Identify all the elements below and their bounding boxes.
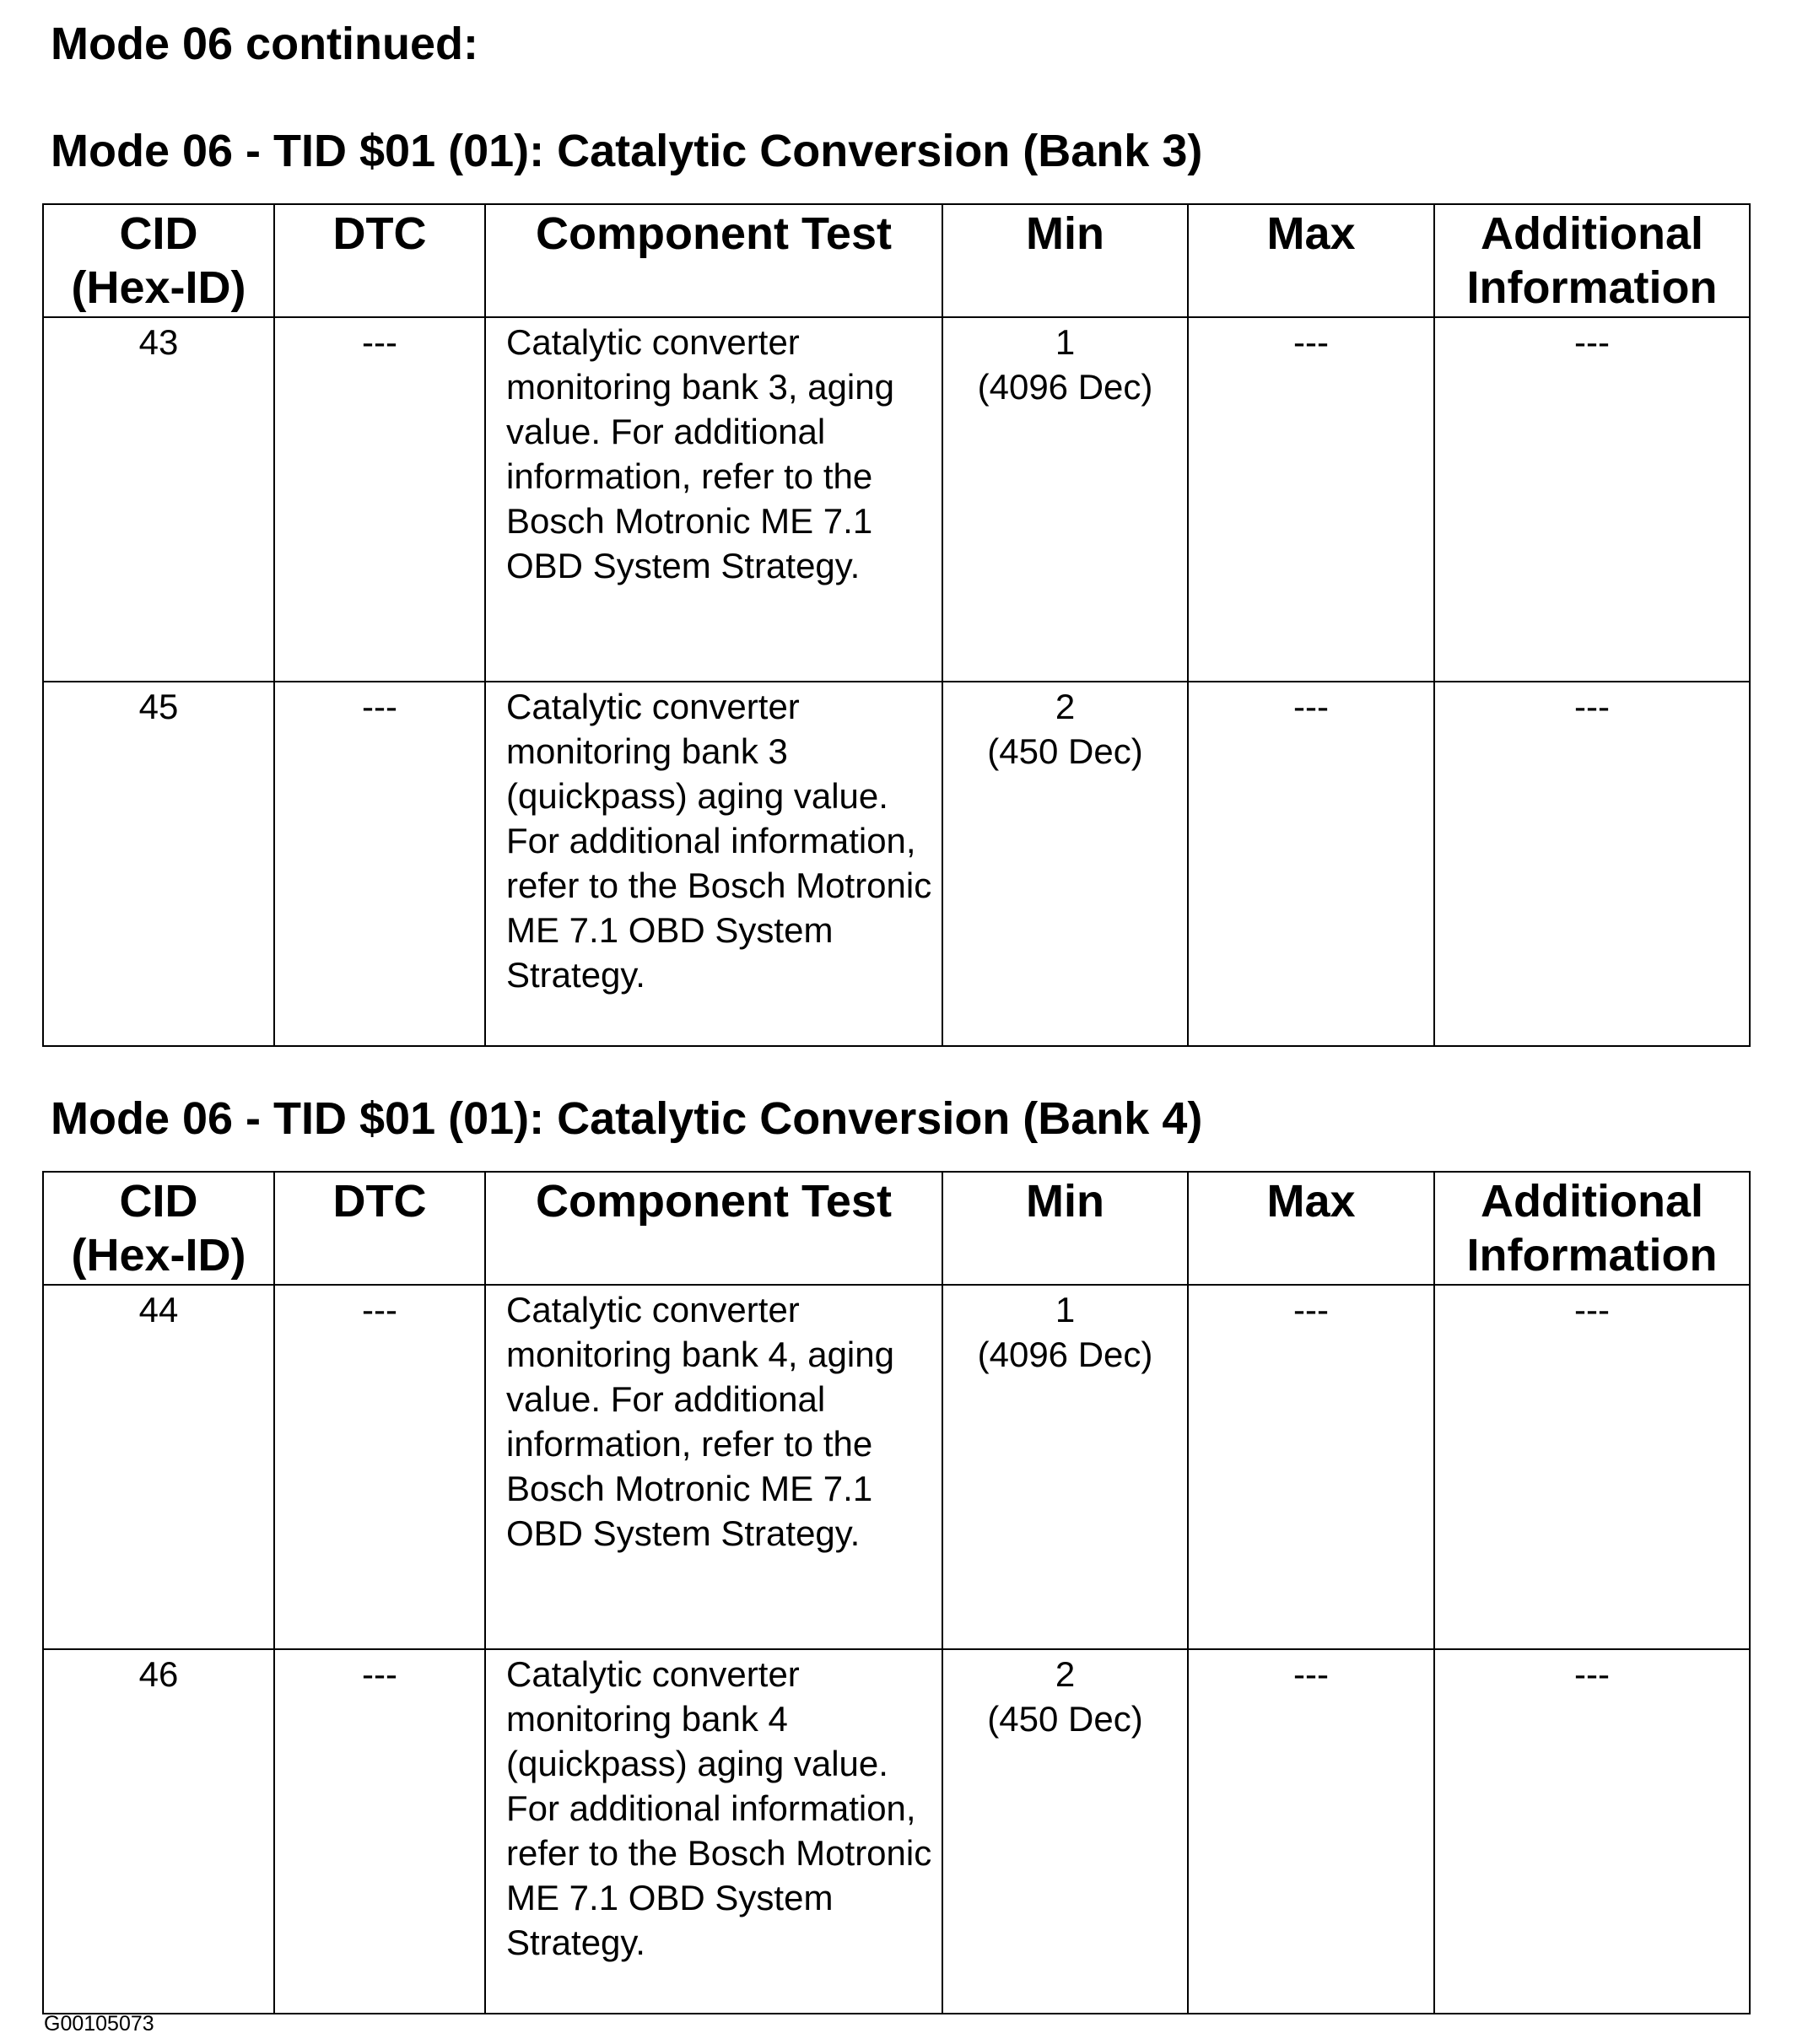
column-header-cid: CID (Hex-ID) bbox=[43, 204, 274, 317]
max-cell: --- bbox=[1188, 1649, 1434, 2014]
min-cell bbox=[942, 317, 1188, 682]
cid-cell: 45 bbox=[43, 682, 274, 1046]
min-value: 2 bbox=[1055, 1654, 1076, 1694]
min-dec-value: (4096 Dec) bbox=[977, 367, 1153, 407]
table-header-row bbox=[43, 204, 1750, 317]
column-header-cid: CID (Hex-ID) bbox=[43, 1172, 274, 1285]
min-dec-value: (450 Dec) bbox=[987, 731, 1143, 771]
column-header-additional-information: Additional Information bbox=[1434, 204, 1750, 317]
min-cell bbox=[942, 1285, 1188, 1649]
table-row bbox=[43, 317, 1750, 682]
column-header-max: Max bbox=[1188, 1172, 1434, 1285]
section-title-bank-4: Mode 06 - TID $01 (01): Catalytic Conversion (Bank 4) bbox=[51, 1093, 1203, 1144]
page-heading: Mode 06 continued: bbox=[51, 19, 479, 69]
component-test-cell: Catalytic converter monitoring bank 4 (quickpass) aging value. For additional information, refer to the Bosch Motronic ME 7.1 OBD System Strategy. bbox=[485, 1649, 942, 2014]
mode06-table-bank-4 bbox=[42, 1171, 1751, 2014]
component-test-cell: Catalytic converter monitoring bank 3 (quickpass) aging value. For additional information, refer to the Bosch Motronic ME 7.1 OBD System Strategy. bbox=[485, 682, 942, 1046]
dtc-cell: --- bbox=[274, 1649, 485, 2014]
min-value: 2 bbox=[1055, 687, 1076, 726]
min-value: 1 bbox=[1055, 322, 1076, 362]
min-cell bbox=[942, 1649, 1188, 2014]
mode06-table-bank-3 bbox=[42, 203, 1751, 1047]
additional-info-cell: --- bbox=[1434, 1285, 1750, 1649]
column-header-component-test: Component Test bbox=[485, 204, 942, 317]
column-header-dtc: DTC bbox=[274, 1172, 485, 1285]
table-row bbox=[43, 1649, 1750, 2014]
dtc-cell: --- bbox=[274, 317, 485, 682]
component-test-cell: Catalytic converter monitoring bank 4, aging value. For additional information, refer to the Bosch Motronic ME 7.1 OBD System Strategy. bbox=[485, 1285, 942, 1649]
column-header-max: Max bbox=[1188, 204, 1434, 317]
dtc-cell: --- bbox=[274, 1285, 485, 1649]
cid-cell: 43 bbox=[43, 317, 274, 682]
additional-info-cell: --- bbox=[1434, 317, 1750, 682]
additional-info-cell: --- bbox=[1434, 682, 1750, 1046]
min-dec-value: (4096 Dec) bbox=[977, 1335, 1153, 1374]
max-cell: --- bbox=[1188, 1285, 1434, 1649]
column-header-min: Min bbox=[942, 204, 1188, 317]
column-header-component-test: Component Test bbox=[485, 1172, 942, 1285]
component-test-cell: Catalytic converter monitoring bank 3, aging value. For additional information, refer to the Bosch Motronic ME 7.1 OBD System Strategy. bbox=[485, 317, 942, 682]
table-header-row bbox=[43, 1172, 1750, 1285]
cid-cell: 44 bbox=[43, 1285, 274, 1649]
min-dec-value: (450 Dec) bbox=[987, 1699, 1143, 1739]
column-header-additional-information: Additional Information bbox=[1434, 1172, 1750, 1285]
min-cell bbox=[942, 682, 1188, 1046]
max-cell: --- bbox=[1188, 317, 1434, 682]
dtc-cell: --- bbox=[274, 682, 485, 1046]
column-header-min: Min bbox=[942, 1172, 1188, 1285]
min-value: 1 bbox=[1055, 1290, 1076, 1329]
cid-cell: 46 bbox=[43, 1649, 274, 2014]
additional-info-cell: --- bbox=[1434, 1649, 1750, 2014]
table-row bbox=[43, 682, 1750, 1046]
figure-id: G00105073 bbox=[44, 2012, 154, 2036]
max-cell: --- bbox=[1188, 682, 1434, 1046]
table-row bbox=[43, 1285, 1750, 1649]
column-header-dtc: DTC bbox=[274, 204, 485, 317]
section-title-bank-3: Mode 06 - TID $01 (01): Catalytic Conversion (Bank 3) bbox=[51, 126, 1203, 176]
